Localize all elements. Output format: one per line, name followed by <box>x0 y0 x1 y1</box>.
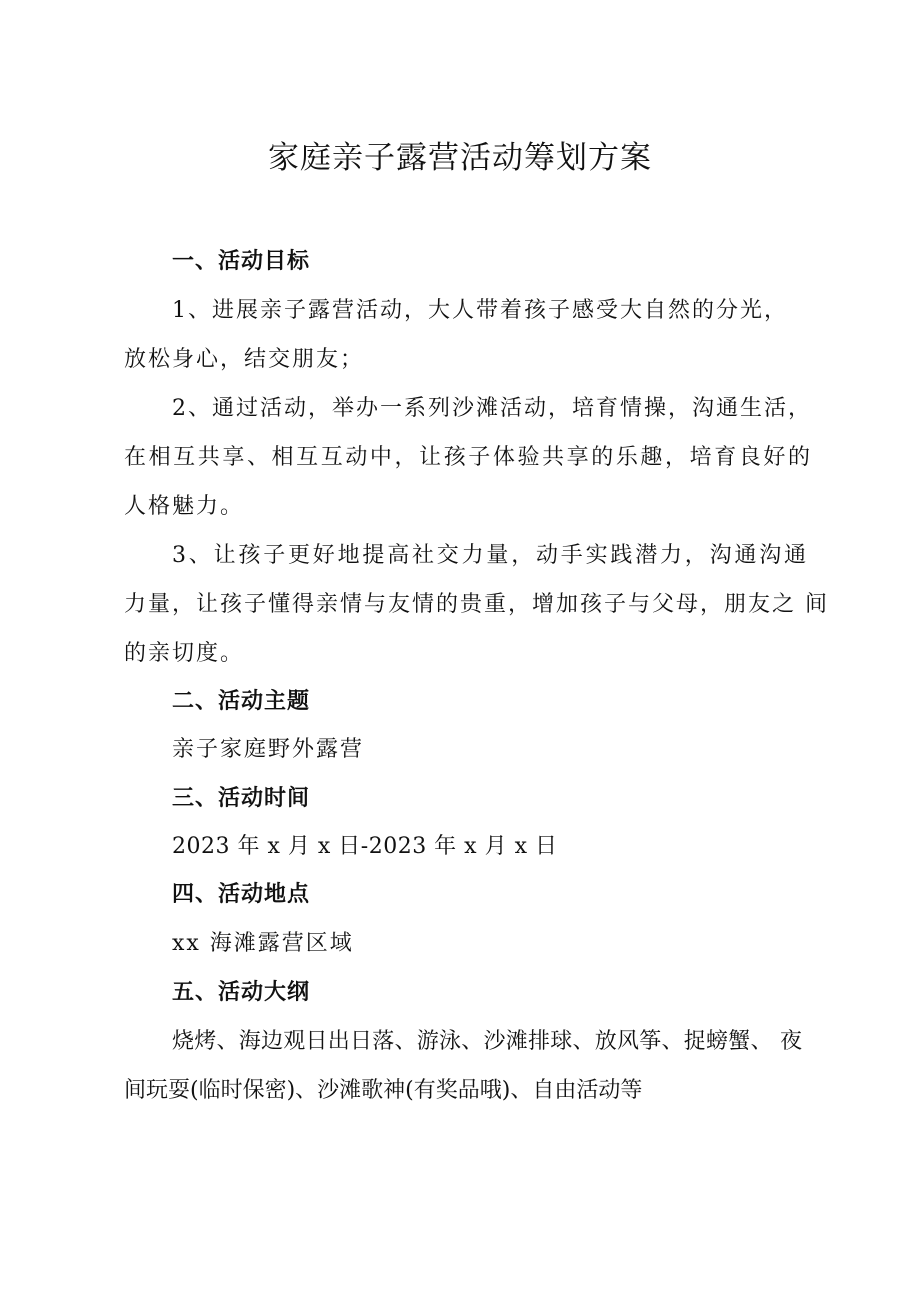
time-text: 2023 年 x 月 x 日-2023 年 x 月 x 日 <box>172 834 558 859</box>
goals-paragraph-2-line-1: 2、通过活动，举办一系列沙滩活动，培育情操，沟通生活， <box>172 396 812 421</box>
goals-paragraph-3-line-2: 力量，让孩子懂得亲情与友情的贵重，增加孩子与父母，朋友之 间 <box>124 592 829 617</box>
section-heading-outline: 五、活动大纲 <box>172 980 311 1005</box>
goals-paragraph-1-line-2: 放松身心，结交朋友； <box>124 347 365 372</box>
section-heading-time: 三、活动时间 <box>172 786 311 811</box>
section-heading-theme: 二、活动主题 <box>172 689 311 714</box>
section-heading-location: 四、活动地点 <box>172 882 311 907</box>
theme-text: 亲子家庭野外露营 <box>172 737 365 762</box>
goals-paragraph-2-line-3: 人格魅力。 <box>124 494 245 519</box>
goals-paragraph-2-line-2: 在相互共享、相互互动中，让孩子体验共享的乐趣，培育良好的 <box>124 445 812 470</box>
goals-paragraph-3-line-3: 的亲切度。 <box>124 641 245 666</box>
outline-text-line-1: 烧烤、海边观日出日落、游泳、沙滩排球、放风筝、捉螃蟹、 夜 <box>172 1029 802 1054</box>
location-text: xx 海滩露营区域 <box>172 931 354 956</box>
section-heading-goals: 一、活动目标 <box>172 249 311 274</box>
outline-text-line-2: 间玩耍(临时保密)、沙滩歌神(有奖品哦)、自由活动等 <box>124 1078 643 1103</box>
goals-paragraph-3-line-1: 3、让孩子更好地提高社交力量，动手实践潜力，沟通沟通 <box>172 543 808 568</box>
goals-paragraph-1-line-1: 1、进展亲子露营活动，大人带着孩子感受大自然的分光， <box>172 298 788 323</box>
document-title: 家庭亲子露营活动筹划方案 <box>268 140 652 176</box>
